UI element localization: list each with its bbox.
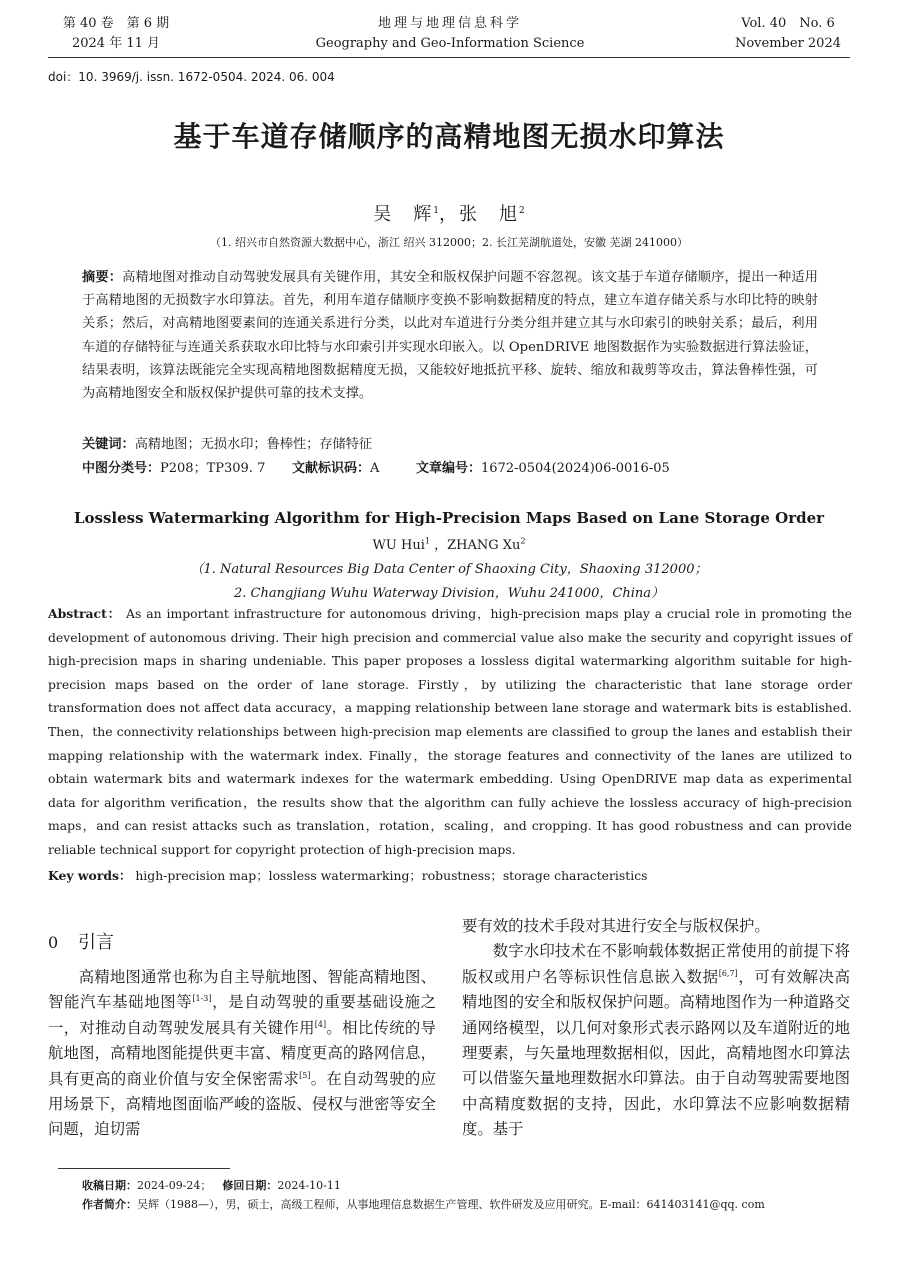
footnote-rule bbox=[58, 1168, 230, 1169]
body-text: 数字水印技术在不影响载体数据正常使用的前提下将版权或用户名等标识性信息嵌入数据 bbox=[462, 942, 850, 986]
paragraph-continued: 要有效的技术手段对其进行安全与版权保护。 bbox=[462, 917, 770, 935]
header-right bbox=[728, 14, 848, 54]
keywords-text-cn: 高精地图；无损水印；鲁棒性；存储特征 bbox=[134, 437, 373, 452]
clc-number bbox=[82, 459, 265, 479]
author-separator: ， bbox=[439, 204, 459, 225]
body-text: 。相比传统的导航地图，高精地图能提供更丰富、精度更高的路网信息，具有更高的商业价值与安全保密需求 bbox=[48, 1018, 436, 1088]
abstract-label-cn: 摘要： bbox=[82, 270, 123, 285]
body-text: ，可有效解决高精地图的安全和版权保护问题。高精地图作为一种道路交通网络模型，以几何对象形式表示路网以及车道附近的地理要素，与矢量地理数据相似，因此，高精地图水印算法可以借鉴矢量地理数据水印算法。由于自动驾驶需要地图中高精度数据的支持，因此，水印算法不应影响数据精度。基于 bbox=[462, 967, 850, 1139]
body-text: 。在自动驾驶的应用场景下，高精地图面临严峻的盗版、侵权与泄密等安全问题，迫切需 bbox=[48, 1069, 436, 1139]
journal-name-cn: 地理与地理信息科学 bbox=[377, 16, 522, 31]
abstract-text-en: As an important infrastructure for autonomous driving，high-precision maps play a crucial role in promoting the development of autonomous driving. Their high precision and commercial value also make the security and copyright issues of high-precision maps in sharing undeniable. This paper proposes a lossless digital watermarking algorithm suitable for high-precision maps based on the order of lane storage. Firstly，by utilizing the characteristic that lane storage order transformation does not affect data accuracy，a mapping relationship between lane storage and watermark bits is established. Then，the connectivity relationships between high-precision map elements are classified to group the lanes and establish their mapping relationship with the watermark index. Finally，the storage features and connectivity of the lanes are utilized to obtain watermark bits and watermark indexes for the watermark embedding. Using OpenDRIVE map data as experimental data for algorithm verification，the results show that the algorithm can fully achieve the lossless accuracy of high-precision maps，and can resist attacks such as translation，rotation，scaling，and cropping. It has good robustness and can provide reliable technical support for copyright protection of high-precision maps. bbox=[48, 606, 853, 857]
abstract-en bbox=[48, 602, 852, 862]
paragraph bbox=[462, 939, 850, 1142]
keywords-text-en: high-precision map；lossless watermarking；robustness；storage characteristics bbox=[131, 868, 648, 883]
abstract-text-cn: 高精地图对推动自动驾驶发展具有关键作用，其安全和版权保护问题不容忽视。该文基于车道存储顺序，提出一种适用于高精地图的无损数字水印算法。首先，利用车道存储顺序变换不影响数据精度的特点，建立车道存储关系与水印比特的映射关系；然后，对高精地图要素间的连通关系进行分类，以此对车道进行分类分组并建立其与水印索引的映射关系；最后，利用车道的存储特征与连通关系获取水印比特与水印索引并实现水印嵌入。以 OpenDRIVE 地图数据作为实验数据进行算法验证，结果表明，该算法既能完全实现高精地图数据精度无损，又能较好地抵抗平移、旋转、缩放和裁剪等攻击，算法鲁棒性强，可为高精地图安全和版权保护提供可靠的技术支撑。 bbox=[82, 270, 818, 402]
paper-title-en: Lossless Watermarking Algorithm for High-Precision Maps Based on Lane Storage Order bbox=[73, 509, 825, 527]
abstract-label-en: Abstract： bbox=[48, 606, 122, 621]
section-title: 引言 bbox=[78, 932, 114, 953]
article-number bbox=[416, 459, 670, 479]
doc-code-label: 文献标识码： bbox=[292, 461, 371, 476]
bio-text: 吴辉（1988—），男，硕士，高级工程师，从事地理信息数据生产管理、软件研发及应用研究。E-mail：641403141@qq. com bbox=[137, 1198, 765, 1211]
received-date: 2024-09-24； bbox=[137, 1179, 212, 1192]
author-name: 张 旭 bbox=[459, 204, 519, 225]
date-en: November 2024 bbox=[734, 36, 841, 51]
keywords-en bbox=[48, 864, 852, 888]
affiliation-en-line: 2. Changjiang Wuhu Waterway Division，Wuhu 241000，China） bbox=[233, 586, 665, 601]
article-no-label: 文章编号： bbox=[416, 461, 482, 476]
journal-name-en: Geography and Geo-Information Science bbox=[315, 36, 585, 51]
volume-issue-en: Vol. 40 No. 6 bbox=[741, 16, 835, 31]
doi: doi：10. 3969/j. issn. 1672-0504. 2024. 06. 004 bbox=[48, 70, 335, 84]
body-column-left bbox=[48, 965, 436, 1143]
abstract-cn bbox=[82, 266, 818, 405]
section-number: 0 bbox=[48, 933, 59, 952]
article-no-value: 1672-0504(2024)06-0016-05 bbox=[481, 461, 670, 476]
citation-mark: [1-3] bbox=[192, 994, 212, 1004]
affiliation-cn: （1. 绍兴市自然资源大数据中心，浙江 绍兴 312000；2. 长江芜湖航道处，安徽 芜湖 241000） bbox=[210, 236, 688, 249]
keywords-label-cn: 关键词： bbox=[82, 437, 135, 452]
revised-label: 修回日期： bbox=[222, 1179, 278, 1192]
authors-en bbox=[0, 534, 898, 553]
author-name: WU Hui bbox=[372, 538, 425, 553]
body-column-right bbox=[462, 914, 850, 1143]
author-affil-mark: 2 bbox=[520, 536, 526, 546]
body-text: 高精地图通常也称为自主导航地图、智能高精地图、智能汽车基础地图等 bbox=[48, 968, 436, 1012]
revised-date: 2024-10-11 bbox=[277, 1179, 341, 1192]
author-affil-mark: 2 bbox=[519, 206, 525, 216]
keywords-label-en: Key words： bbox=[48, 868, 132, 883]
footnotes bbox=[82, 1176, 852, 1214]
body-text: ，是自动驾驶的重要基础设施之一，对推动自动驾驶发展具有关键作用 bbox=[48, 993, 436, 1037]
authors-cn bbox=[0, 200, 898, 226]
bio-label: 作者简介： bbox=[82, 1198, 137, 1211]
keywords-cn bbox=[82, 435, 818, 455]
journal-header bbox=[0, 0, 898, 60]
footnote-author-bio bbox=[82, 1195, 852, 1214]
header-left bbox=[60, 14, 172, 54]
affiliation-en bbox=[0, 558, 898, 606]
section-heading bbox=[48, 928, 114, 954]
clc-value: P208；TP309. 7 bbox=[160, 461, 266, 476]
citation-mark: [5] bbox=[299, 1070, 311, 1080]
clc-label: 中图分类号： bbox=[82, 461, 161, 476]
document-code bbox=[292, 459, 379, 479]
received-label: 收稿日期： bbox=[82, 1179, 137, 1192]
author-affil-mark: 1 bbox=[433, 206, 439, 216]
paper-title-cn: 基于车道存储顺序的高精地图无损水印算法 bbox=[173, 120, 725, 153]
paragraph bbox=[48, 965, 436, 1143]
citation-mark: [4] bbox=[314, 1019, 327, 1029]
affiliation-en-line: （1. Natural Resources Big Data Center of Shaoxing City，Shaoxing 312000； bbox=[190, 562, 708, 577]
author-name: ZHANG Xu bbox=[447, 538, 521, 553]
author-separator: ， bbox=[429, 538, 448, 553]
header-center bbox=[300, 14, 600, 54]
footnote-dates bbox=[82, 1176, 852, 1195]
author-name: 吴 辉 bbox=[373, 204, 434, 225]
volume-issue-cn: 第 40 卷 第 6 期 bbox=[62, 16, 170, 31]
citation-mark: [6,7] bbox=[718, 968, 738, 978]
author-affil-mark: 1 bbox=[424, 536, 430, 546]
date-cn: 2024 年 11 月 bbox=[71, 36, 161, 51]
doc-code-value: A bbox=[370, 461, 380, 476]
header-rule bbox=[48, 57, 850, 58]
